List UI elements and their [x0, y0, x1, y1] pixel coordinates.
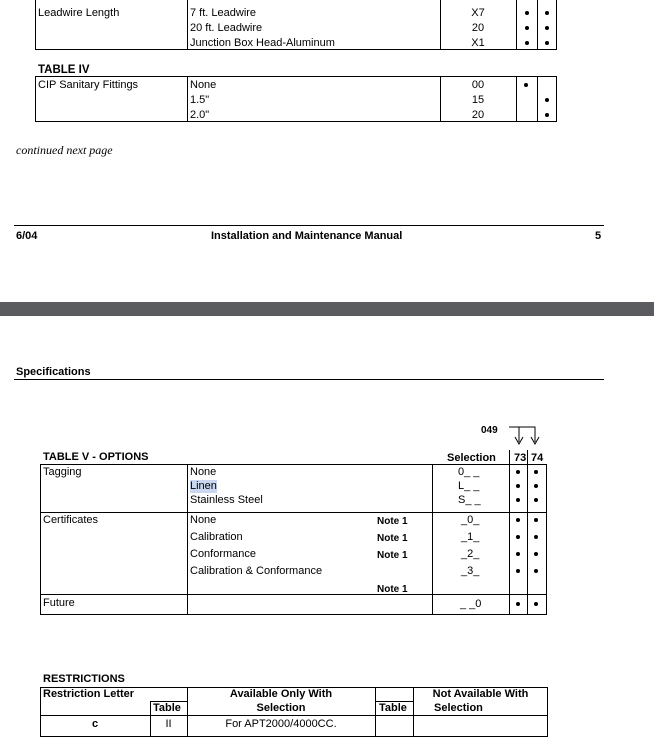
- certificate-note: Note 1: [377, 550, 408, 561]
- table-iv-row-code: 20: [471, 109, 485, 121]
- certificates-label: Certificates: [43, 514, 99, 526]
- selection-header: Selection: [434, 702, 483, 714]
- table-iv-row-desc: 1.5": [190, 94, 210, 106]
- restrictions-table: [40, 687, 548, 737]
- certificate-option: Calibration & Conformance: [190, 565, 323, 577]
- table-header: Table: [379, 702, 407, 714]
- table-iii-row-code: 20: [471, 22, 485, 34]
- continued-note: continued next page: [16, 143, 113, 157]
- future-selection: _ _0: [460, 598, 482, 610]
- column-header-74: 74: [531, 452, 544, 464]
- certificate-selection: _3_: [461, 565, 480, 577]
- certificate-option: Conformance: [190, 548, 257, 560]
- restriction-letter: c: [91, 718, 99, 730]
- page-gap: [0, 302, 654, 316]
- table-iii-row-code: X1: [471, 37, 485, 49]
- table-iii-row-desc: 7 ft. Leadwire: [190, 7, 257, 19]
- table-iii-label: Leadwire Length: [38, 7, 120, 19]
- certificate-note: Note 1: [377, 584, 408, 595]
- selection-header: Selection: [256, 702, 306, 714]
- table-header: Table: [153, 702, 181, 714]
- table-iv-row-code: 00: [471, 79, 485, 91]
- table-iii: [35, 0, 557, 52]
- footer-page-number: 5: [595, 230, 602, 242]
- tagging-label: Tagging: [43, 466, 82, 478]
- section-title: Specifications: [16, 366, 91, 378]
- table-v: [40, 464, 547, 615]
- certificate-option: Calibration: [190, 531, 243, 543]
- certificate-selection: _1_: [461, 531, 480, 543]
- tagging-option: None: [190, 466, 217, 478]
- tagging-selection: 0_ _: [458, 466, 480, 478]
- model-code: 049: [481, 425, 498, 436]
- arrow-icons: [505, 420, 565, 450]
- table-iv-row-code: 15: [471, 94, 485, 106]
- table-iv-row-desc: 2.0": [190, 109, 210, 121]
- table-iii-row-desc: 20 ft. Leadwire: [190, 22, 263, 34]
- table-iv-title: TABLE IV: [38, 64, 90, 76]
- restrictions-title: RESTRICTIONS: [43, 673, 125, 685]
- certificate-note: Note 1: [377, 533, 408, 544]
- footer-rule: [14, 225, 604, 226]
- available-header: Available Only With: [229, 688, 333, 700]
- selection-header: Selection: [447, 452, 496, 464]
- tagging-selection: L_ _: [458, 480, 480, 492]
- table-iv-label: CIP Sanitary Fittings: [38, 79, 139, 91]
- not-available-header: Not Available With: [432, 688, 529, 700]
- tagging-option-selected[interactable]: Linen: [190, 480, 217, 492]
- certificate-selection: _0_: [461, 514, 480, 526]
- restriction-selection: For APT2000/4000CC.: [225, 718, 337, 730]
- tagging-selection: S_ _: [458, 494, 481, 506]
- certificate-selection: _2_: [461, 548, 480, 560]
- footer-title: Installation and Maintenance Manual: [211, 230, 403, 242]
- certificate-option: None: [190, 514, 217, 526]
- certificate-note: Note 1: [377, 516, 408, 527]
- table-iii-row-desc: Junction Box Head-Aluminum: [190, 37, 335, 49]
- footer-date: 6/04: [16, 230, 38, 242]
- table-iv: [35, 76, 557, 122]
- column-header-73: 73: [514, 452, 527, 464]
- table-iii-row-code: X7: [471, 7, 485, 19]
- restriction-table: II: [165, 718, 172, 730]
- table-iv-row-desc: None: [190, 79, 217, 91]
- tagging-option: Stainless Steel: [190, 494, 263, 506]
- future-label: Future: [43, 597, 75, 609]
- restriction-letter-header: Restriction Letter: [43, 688, 135, 700]
- table-v-title: TABLE V - OPTIONS: [43, 451, 149, 463]
- section-rule: [14, 379, 604, 380]
